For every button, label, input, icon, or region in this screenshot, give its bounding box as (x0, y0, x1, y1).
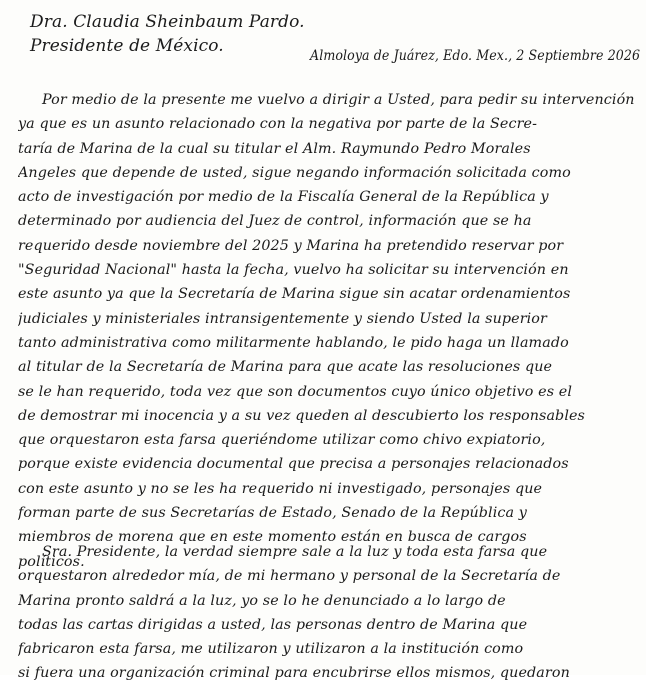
paragraph-line: todas las cartas dirigidas a usted, las personas dentro de Marina que (18, 616, 528, 633)
paragraph-line: "Seguridad Nacional" hasta la fecha, vuelvo ha solicitar su intervención en (18, 262, 569, 279)
paragraph-line: porque existe evidencia documental que precisa a personajes relacionados (18, 456, 569, 473)
paragraph-line: con este asunto y no se les ha requerido ni investigado, personajes que (18, 480, 543, 497)
paragraph-line: Por medio de la presente me vuelvo a dirigir a Usted, para pedir su intervención (42, 92, 635, 108)
paragraph-line: ya que es un asunto relacionado con la negativa por parte de la Secre- (18, 116, 537, 133)
addressee-block (30, 10, 305, 58)
paragraph-line: políticos. (18, 553, 85, 570)
paragraph-line: acto de investigación por medio de la Fiscalía General de la República y (18, 189, 549, 206)
addressee-name: Dra. Claudia Sheinbaum Pardo. (30, 12, 305, 32)
letter-paragraph-1 (18, 88, 635, 574)
addressee-title: Presidente de México. (30, 36, 224, 56)
paragraph-line: miembros de morena que en este momento están en busca de cargos (18, 529, 527, 546)
paragraph-line: tanto administrativa como militarmente hablando, le pido haga un llamado (18, 334, 569, 351)
paragraph-line: Sra. Presidente, la verdad siempre sale a la luz y toda esta farsa que (42, 544, 548, 560)
paragraph-line: fabricaron esta farsa, me utilizaron y utilizaron a la institución como (18, 641, 524, 658)
paragraph-line: determinado por audiencia del Juez de control, información que se ha (18, 213, 532, 230)
paragraph-line: requerido desde noviembre del 2025 y Marina ha pretendido reservar por (18, 237, 564, 254)
paragraph-line: Angeles que depende de usted, sigue negando información solicitada como (18, 164, 571, 181)
paragraph-line: de demostrar mi inocencia y a su vez queden al descubierto los responsables (18, 407, 585, 424)
paragraph-line: judiciales y ministeriales intransigentemente y siendo Usted la superior (18, 310, 547, 327)
paragraph-line: taría de Marina de la cual su titular el Alm. Raymundo Pedro Morales (18, 140, 531, 157)
paragraph-line: se le han requerido, toda vez que son documentos cuyo único objetivo es el (18, 383, 573, 400)
paragraph-line: forman parte de sus Secretarías de Estado, Senado de la República y (18, 505, 527, 522)
paragraph-line: que orquestaron esta farsa queriéndome utilizar como chivo expiatorio, (18, 432, 546, 449)
paragraph-line: Marina pronto saldrá a la luz, yo se lo he denunciado a lo largo de (18, 592, 506, 609)
paragraph-line: este asunto ya que la Secretaría de Marina sigue sin acatar ordenamientos (18, 286, 571, 303)
paragraph-line: orquestaron alrededor mía, de mi hermano y personal de la Secretaría de (18, 568, 561, 585)
paragraph-line: si fuera una organización criminal para encubrirse ellos mismos, quedaron (18, 665, 570, 682)
place-and-date: Almoloya de Juárez, Edo. Mex., 2 Septiembre 2026 (310, 48, 641, 64)
letter-paragraph-2 (18, 540, 570, 686)
paragraph-line: al titular de la Secretaría de Marina para que acate las resoluciones que (18, 359, 553, 376)
